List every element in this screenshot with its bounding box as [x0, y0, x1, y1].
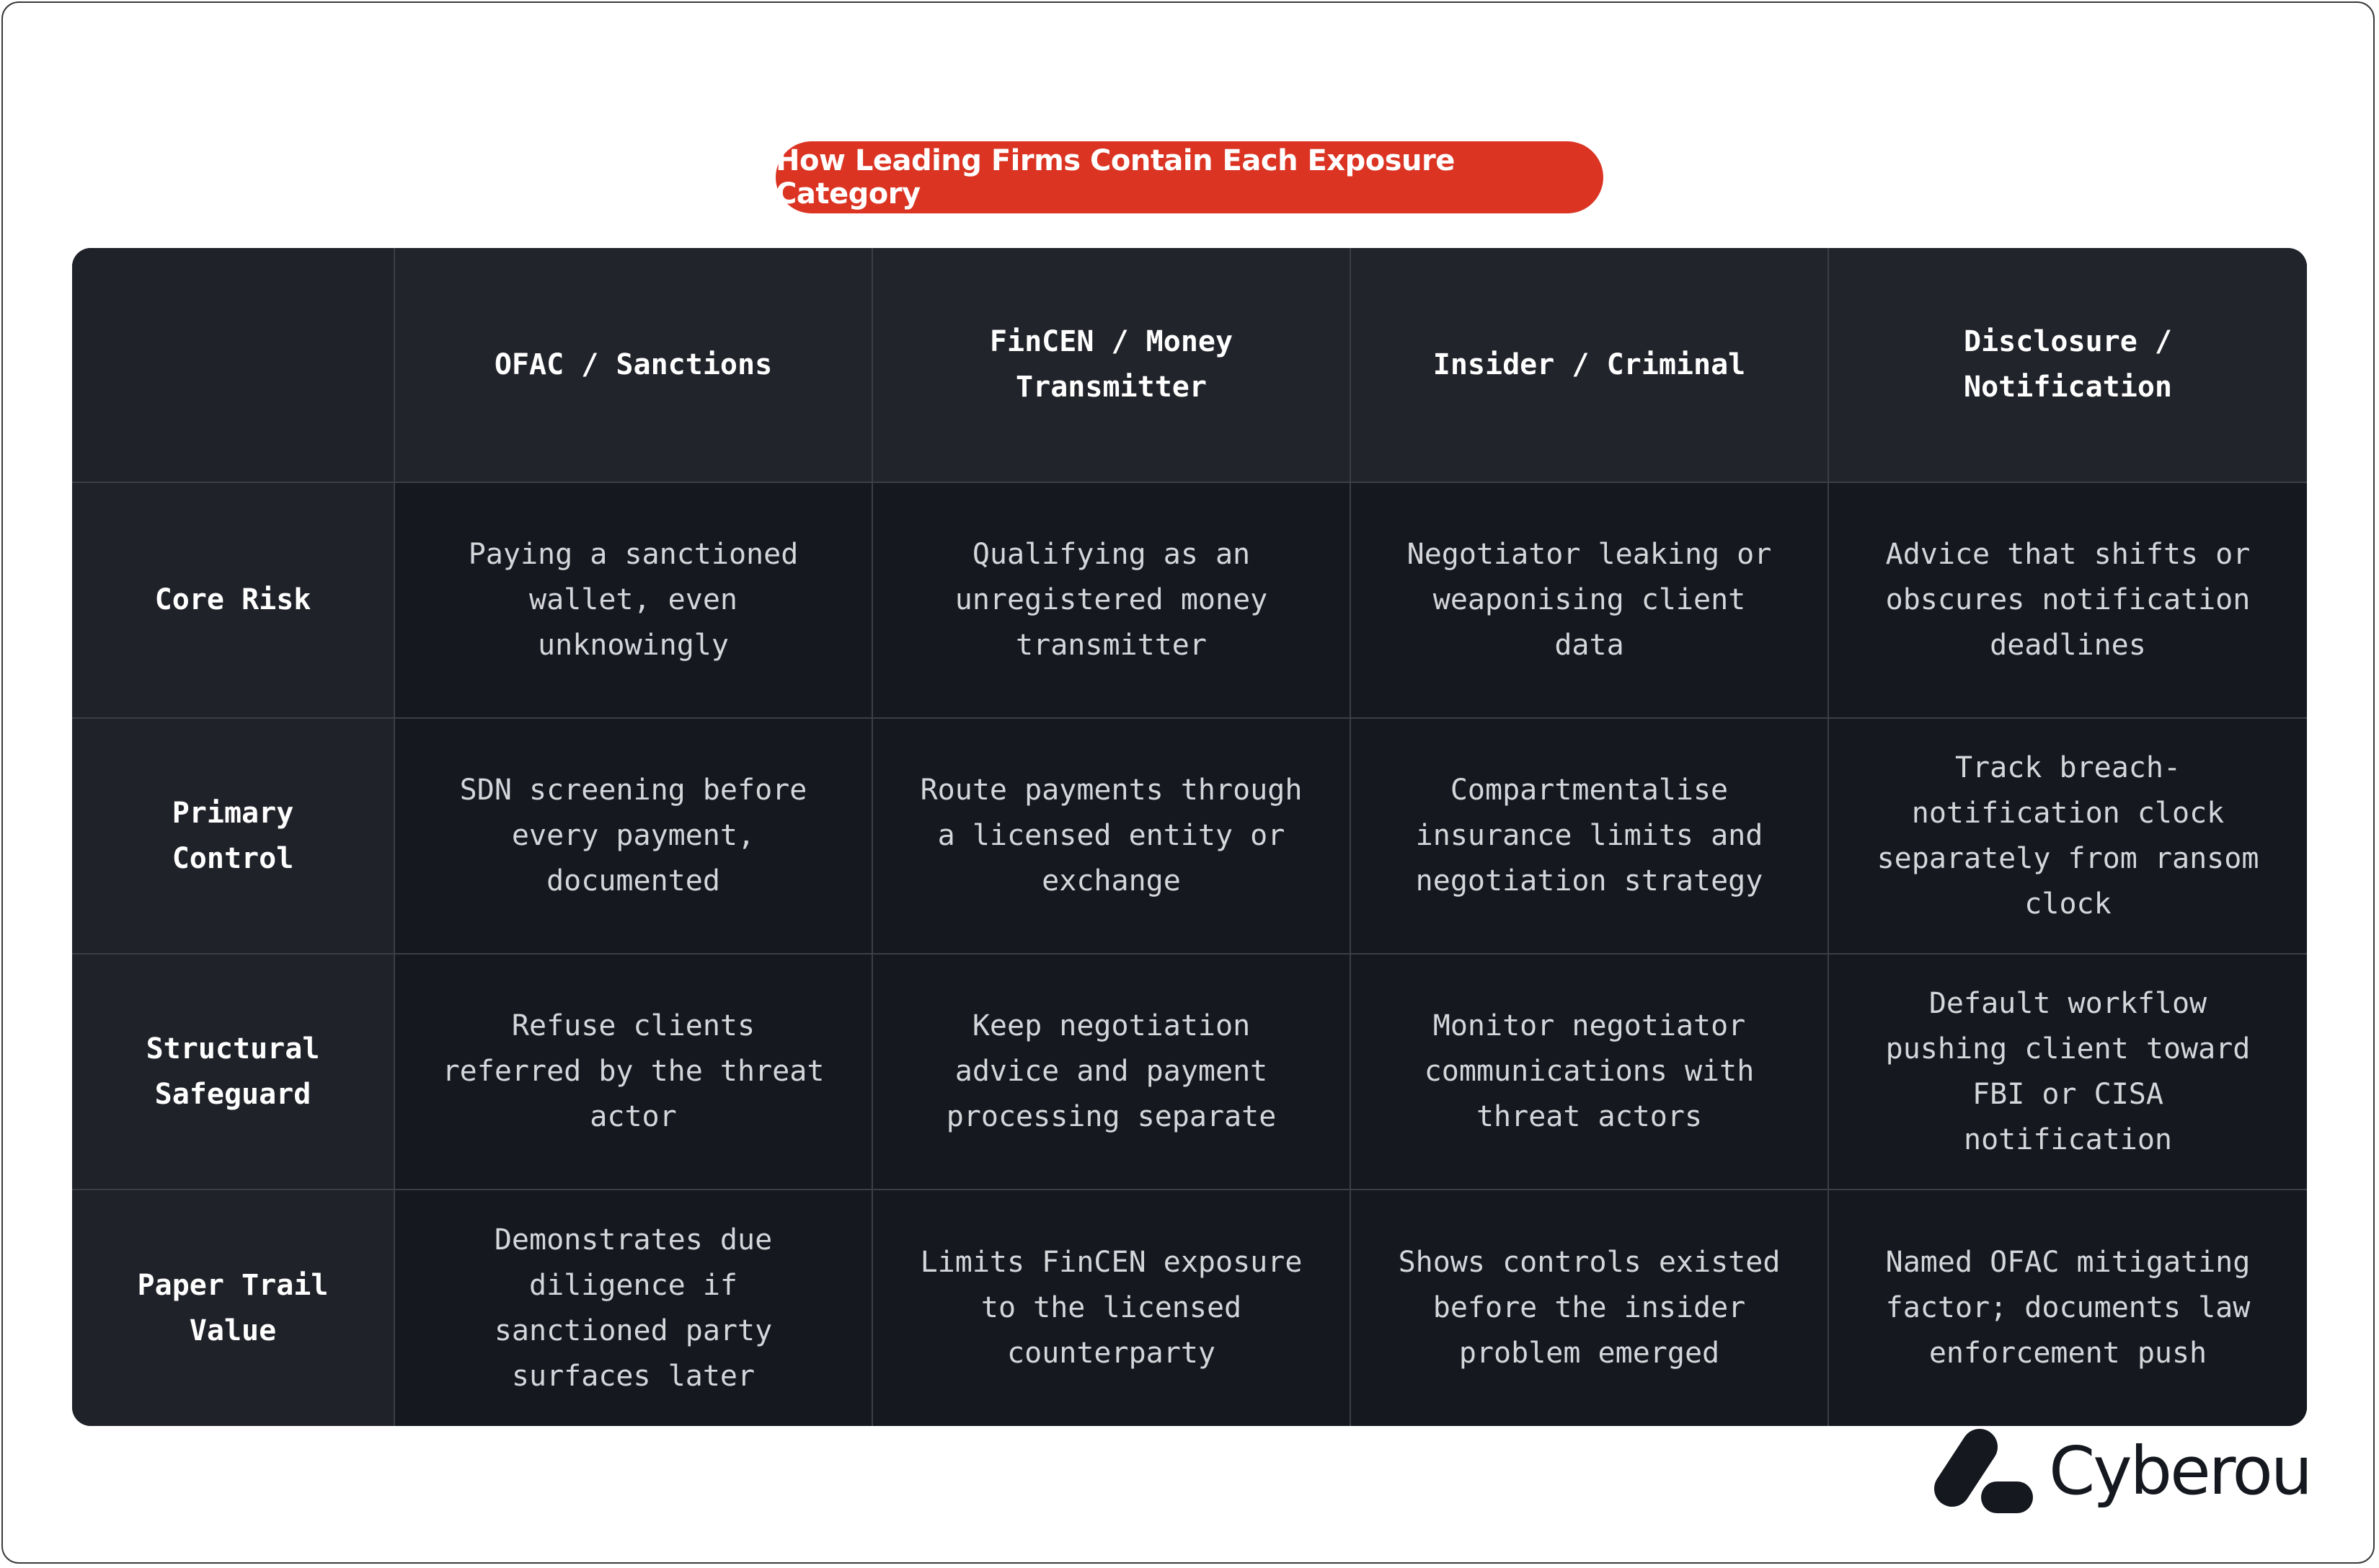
table-cell: Demonstrates due diligence if sanctioned party surfaces later	[395, 1190, 873, 1426]
table-cell: Refuse clients referred by the threat actor	[395, 954, 873, 1190]
table-cell: Compartmentalise insurance limits and negotiation strategy	[1351, 719, 1829, 954]
column-header-disclosure: Disclosure / Notification	[1829, 248, 2307, 483]
table-cell: SDN screening before every payment, documented	[395, 719, 873, 954]
table-cell: Named OFAC mitigating factor; documents law enforcement push	[1829, 1190, 2307, 1426]
brand-name: Cyberou	[2049, 1432, 2311, 1510]
row-header-paper-trail-value: Paper Trail Value	[72, 1190, 395, 1426]
row-header-core-risk: Core Risk	[72, 483, 395, 719]
table-cell: Advice that shifts or obscures notification deadlines	[1829, 483, 2307, 719]
row-header-structural-safeguard: Structural Safeguard	[72, 954, 395, 1190]
brand-logo	[1932, 1424, 2336, 1518]
table-cell: Default workflow pushing client toward FBI or CISA notification	[1829, 954, 2307, 1190]
column-header-fincen: FinCEN / Money Transmitter	[873, 248, 1351, 483]
column-header-ofac: OFAC / Sanctions	[395, 248, 873, 483]
table-cell: Shows controls existed before the insider problem emerged	[1351, 1190, 1829, 1426]
table-cell: Track breach- notification clock separately from ransom clock	[1829, 719, 2307, 954]
row-header-primary-control: Primary Control	[72, 719, 395, 954]
exposure-matrix	[72, 248, 2307, 1426]
table-cell: Limits FinCEN exposure to the licensed counterparty	[873, 1190, 1351, 1426]
table-cell: Monitor negotiator communications with threat actors	[1351, 954, 1829, 1190]
table-cell: Keep negotiation advice and payment processing separate	[873, 954, 1351, 1190]
table-cell: Qualifying as an unregistered money transmitter	[873, 483, 1351, 719]
table-cell: Route payments through a licensed entity or exchange	[873, 719, 1351, 954]
column-header-insider: Insider / Criminal	[1351, 248, 1829, 483]
table-cell: Paying a sanctioned wallet, even unknowingly	[395, 483, 873, 719]
page-title: How Leading Firms Contain Each Exposure Category	[776, 141, 1603, 213]
cyberou-logo-icon	[1932, 1424, 2040, 1518]
table-cell: Negotiator leaking or weaponising client data	[1351, 483, 1829, 719]
matrix-corner-cell	[72, 248, 395, 483]
